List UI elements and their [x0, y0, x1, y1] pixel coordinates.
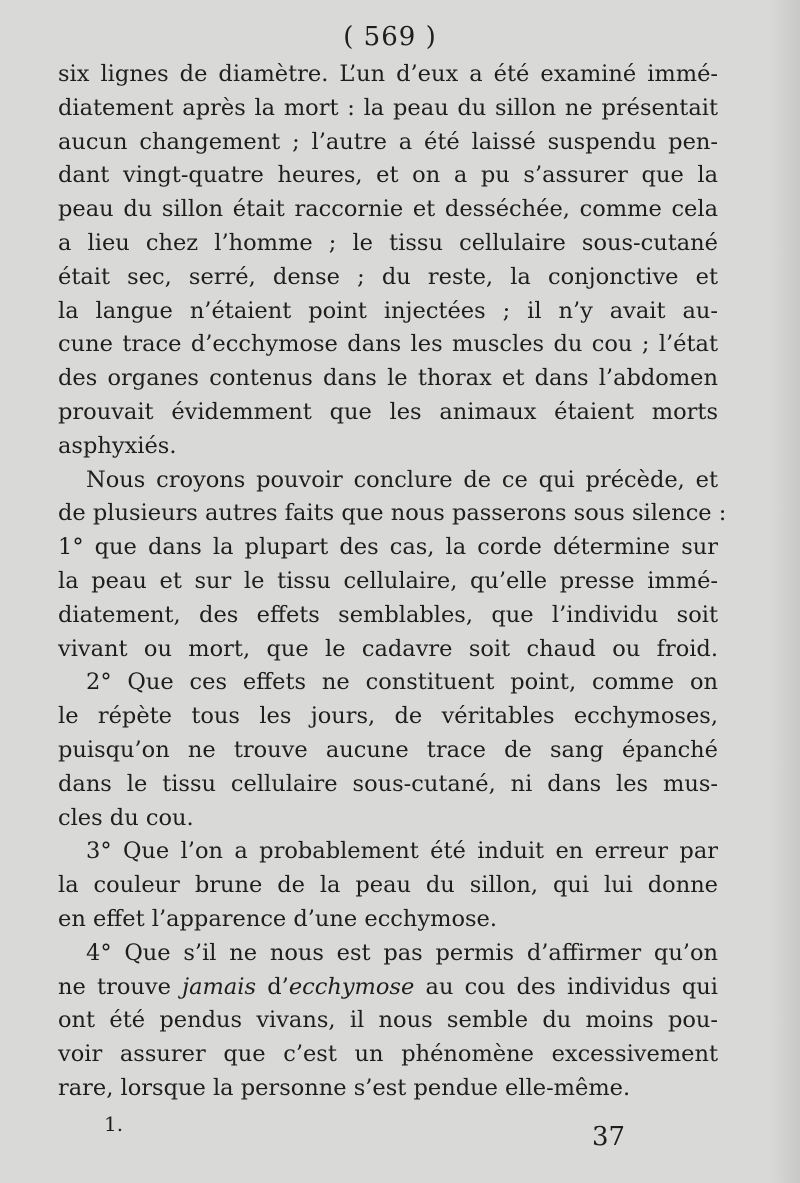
text-line: puisqu’on ne trouve aucune trace de sang épanché [58, 736, 718, 763]
text-line: la peau et sur le tissu cellulaire, qu’elle presse immé- [58, 567, 718, 594]
line-segment: d’ [256, 973, 289, 1000]
text-line: dant vingt-quatre heures, et on a pu s’assurer que la [58, 162, 718, 189]
text-line: prouvait évidemment que les animaux étaient morts [58, 398, 718, 425]
text-line: des organes contenus dans le thorax et dans l’abdomen [58, 365, 718, 392]
italic-word: jamais [182, 973, 257, 1000]
folio-number: 37 [592, 1122, 626, 1152]
text-line: cles du cou. [58, 804, 194, 831]
page-edge-shadow [770, 0, 800, 1183]
italic-word: ecchymose [288, 973, 415, 1000]
text-line: dans le tissu cellulaire sous-cutané, ni dans les mus- [58, 770, 718, 797]
text-line: cune trace d’ecchymose dans les muscles du cou ; l’état [58, 331, 718, 358]
text-line: Nous croyons pouvoir conclure de ce qui précède, et [86, 466, 718, 493]
text-line: diatement après la mort : la peau du sillon ne présentait [58, 94, 718, 121]
page-number: ( 569 ) [343, 22, 437, 52]
text-line: vivant ou mort, que le cadavre soit chaud ou froid. [58, 635, 718, 662]
text-line: aucun changement ; l’autre a été laissé suspendu pen- [58, 128, 718, 155]
text-line: 2° Que ces effets ne constituent point, comme on [86, 669, 718, 696]
text-line: en effet l’apparence d’une ecchymose. [58, 905, 498, 932]
text-line [58, 937, 718, 971]
text-line: asphyxiés. [58, 432, 177, 459]
text-line: diatement, des effets semblables, que l’individu soit [58, 601, 718, 628]
text-line: a lieu chez l’homme ; le tissu cellulaire sous-cutané [58, 229, 718, 256]
text-line: voir assurer que c’est un phénomène excessivement [58, 1041, 718, 1068]
text-line: 1° que dans la plupart des cas, la corde détermine sur [58, 534, 718, 561]
text-line: rare, lorsque la personne s’est pendue elle-même. [58, 1074, 631, 1101]
text-line: le répète tous les jours, de véritables ecchymoses, [58, 703, 718, 730]
text-line: était sec, serré, dense ; du reste, la conjonctive et [58, 263, 718, 290]
text-line: six lignes de diamètre. L’un d’eux a été examiné immé- [58, 61, 718, 87]
text-line: peau du sillon était raccornie et desséchée, comme cela [58, 196, 718, 223]
text-line: de plusieurs autres faits que nous passerons sous silence : [58, 500, 727, 527]
line-segment: ne trouve [58, 973, 183, 1000]
signature-mark: 1. [104, 1112, 124, 1136]
text-line: la langue n’étaient point injectées ; il n’y avait au- [58, 297, 718, 324]
text-line: la couleur brune de la peau du sillon, qui lui donne [58, 872, 718, 899]
line-segment: 4° Que s’il ne nous est pas permis d’affirmer qu’on [86, 939, 718, 966]
text-line [58, 971, 718, 1005]
line-segment: au cou des individus qui [414, 973, 718, 1000]
text-line: ont été pendus vivans, il nous semble du moins pou- [58, 1007, 718, 1034]
text-line: 3° Que l’on a probablement été induit en erreur par [86, 838, 718, 865]
body-text [58, 58, 727, 1106]
